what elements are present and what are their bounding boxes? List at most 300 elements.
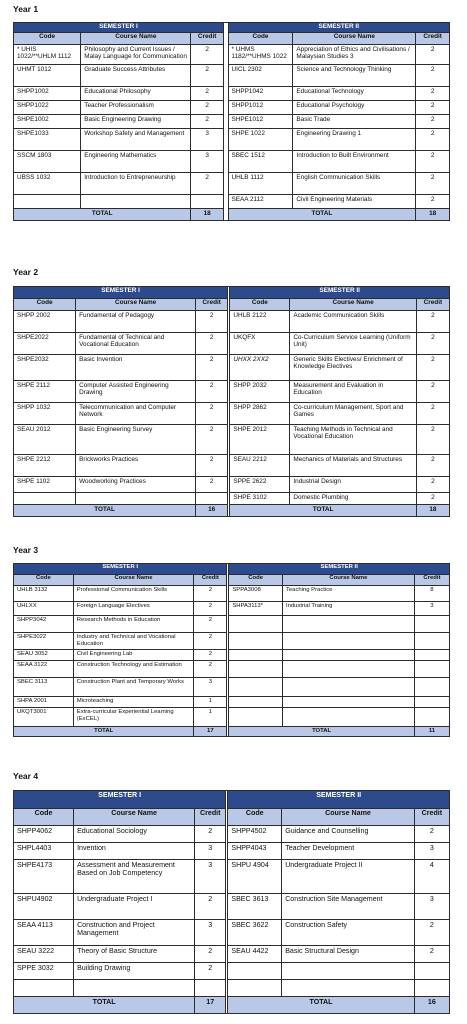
course-credit: 3 — [195, 920, 226, 946]
total-label: TOTAL — [14, 997, 195, 1014]
total-row — [14, 505, 450, 517]
code-header: Code — [14, 299, 76, 311]
course-credit: 2 — [416, 151, 450, 173]
semester-1-title: SEMESTER I — [14, 23, 224, 33]
course-name: Undergraduate Project II — [282, 860, 415, 894]
total-credits: 16 — [196, 505, 228, 517]
course-code: UHMT 1012 — [14, 65, 81, 87]
course-credit: 2 — [416, 455, 449, 477]
total-label: TOTAL — [228, 997, 414, 1014]
course-name: Basic Invention — [76, 355, 196, 381]
table-row — [14, 333, 450, 355]
table-row — [14, 963, 450, 980]
course-name: Basic Engineering Survey — [76, 425, 196, 455]
credit-header: Credit — [196, 299, 228, 311]
course-code — [229, 678, 283, 697]
course-credit: 2 — [191, 173, 223, 195]
course-name: Educational Technology — [293, 87, 416, 101]
course-credit: 2 — [414, 946, 449, 963]
course-credit: 2 — [416, 493, 449, 505]
course-name-header: Course Name — [81, 33, 191, 45]
course-name: Assessment and Measurement Based on Job Competency — [74, 860, 195, 894]
course-code: SEAU 4422 — [228, 946, 282, 963]
course-code: SHPU 4904 — [228, 860, 282, 894]
course-credit: 2 — [196, 455, 228, 477]
course-credit — [414, 633, 449, 650]
course-credit — [196, 493, 228, 505]
course-code: SHPP 1032 — [14, 403, 76, 425]
course-name — [282, 697, 414, 708]
course-name: Construction Safety — [282, 920, 415, 946]
table-row — [14, 129, 450, 151]
course-name: Teaching Practice — [282, 586, 414, 602]
year-1-table — [13, 22, 450, 221]
total-credits: 18 — [191, 209, 223, 221]
year-1-label: Year 1 — [13, 4, 39, 14]
year-4-label: Year 4 — [13, 771, 39, 781]
course-code: SHPE 2212 — [14, 455, 76, 477]
code-header: Code — [228, 809, 282, 826]
course-name: Civil Engineering Lab — [73, 650, 194, 661]
course-code: SHPU4902 — [14, 894, 74, 920]
course-code: SEAU 2012 — [14, 425, 76, 455]
total-row — [14, 209, 450, 221]
course-name-header: Course Name — [76, 299, 196, 311]
total-row — [14, 997, 450, 1014]
table-row — [14, 860, 450, 894]
course-credit: 2 — [191, 115, 223, 129]
course-credit: 2 — [416, 355, 449, 381]
table-row — [14, 173, 450, 195]
course-name — [282, 963, 415, 980]
course-name: Basic Trade — [293, 115, 416, 129]
course-code: SHPE1012 — [228, 115, 293, 129]
course-name: Industry and Technical and Vocational Education — [73, 633, 194, 650]
course-credit: 3 — [191, 129, 223, 151]
table-row — [14, 151, 450, 173]
course-code: UKQFX — [230, 333, 290, 355]
course-code: SHPE 2012 — [230, 425, 290, 455]
table-row — [14, 403, 450, 425]
table-row — [14, 894, 450, 920]
course-code: SHPP3042 — [14, 616, 74, 633]
course-credit: 2 — [416, 115, 450, 129]
table-row — [14, 381, 450, 403]
course-credit: 2 — [416, 101, 450, 115]
table-row — [14, 455, 450, 477]
course-credit: 2 — [196, 311, 228, 333]
course-name — [76, 493, 196, 505]
course-code: SHPP1012 — [228, 101, 293, 115]
course-name: Construction Site Management — [282, 894, 415, 920]
course-credit: 2 — [195, 946, 226, 963]
course-code: * UHMS 1182/**UHMS 1022 — [228, 45, 293, 65]
course-credit: 2 — [195, 826, 226, 843]
course-name: Undergraduate Project I — [74, 894, 195, 920]
table-row — [14, 65, 450, 87]
credit-header: Credit — [416, 33, 450, 45]
course-code: SHPE 2112 — [14, 381, 76, 403]
table-row — [14, 946, 450, 963]
course-code: UHLB 3132 — [14, 586, 74, 602]
course-credit — [414, 650, 449, 661]
course-name: Academic Communication Skills — [290, 311, 416, 333]
course-credit: 2 — [416, 173, 450, 195]
course-credit: 2 — [194, 602, 227, 616]
course-name: Basic Structural Design — [282, 946, 415, 963]
course-name: Woodworking Practices — [76, 477, 196, 493]
course-name — [282, 633, 414, 650]
course-code: * UHIS 1022/**UHLM 1112 — [14, 45, 81, 65]
total-label: TOTAL — [14, 727, 194, 737]
course-credit: 1 — [194, 708, 227, 727]
course-credit: 2 — [194, 633, 227, 650]
course-name-header: Course Name — [74, 809, 195, 826]
course-credit: 2 — [416, 195, 450, 209]
course-code: SEAA 4113 — [14, 920, 74, 946]
course-credit: 2 — [194, 650, 227, 661]
total-credits: 17 — [194, 727, 227, 737]
year-3-table — [13, 563, 450, 737]
credit-header: Credit — [414, 809, 449, 826]
course-name: Theory of Basic Structure — [74, 946, 195, 963]
course-name: Construction and Project Management — [74, 920, 195, 946]
table-row — [14, 616, 450, 633]
course-credit: 2 — [416, 45, 450, 65]
course-credit: 2 — [196, 403, 228, 425]
course-credit: 4 — [414, 860, 449, 894]
course-name-header: Course Name — [73, 575, 194, 586]
course-code — [229, 697, 283, 708]
course-name: Telecommunication and Computer Network — [76, 403, 196, 425]
course-credit: 2 — [196, 425, 228, 455]
course-credit: 2 — [196, 477, 228, 493]
course-name: Workshop Safety and Management — [81, 129, 191, 151]
year-2-table — [13, 286, 450, 517]
course-code: UBSS 1032 — [14, 173, 81, 195]
code-header: Code — [14, 809, 74, 826]
table-row — [14, 87, 450, 101]
course-code: SEAU 2212 — [230, 455, 290, 477]
course-code — [229, 616, 283, 633]
course-credit: 3 — [195, 860, 226, 894]
course-name-header: Course Name — [282, 809, 415, 826]
course-code: SEAU 3222 — [14, 946, 74, 963]
course-code — [229, 650, 283, 661]
course-credit: 2 — [194, 661, 227, 678]
course-code: UHLXX — [14, 602, 74, 616]
course-credit — [414, 616, 449, 633]
course-code: SEAU 3052 — [14, 650, 74, 661]
course-credit: 8 — [414, 586, 449, 602]
course-name: Fundamental of Pedagogy — [76, 311, 196, 333]
course-name: Building Drawing — [74, 963, 195, 980]
course-credit — [414, 661, 449, 678]
course-code: SHPP 2002 — [14, 311, 76, 333]
table-row — [14, 115, 450, 129]
course-name: Introduction to Built Environment — [293, 151, 416, 173]
course-name: Guidance and Counselling — [282, 826, 415, 843]
table-row — [14, 425, 450, 455]
course-code — [14, 195, 81, 209]
course-name — [74, 980, 195, 997]
course-name: Educational Psychology — [293, 101, 416, 115]
course-name: Industrial Training — [282, 602, 414, 616]
code-header: Code — [14, 33, 81, 45]
course-credit: 3 — [414, 602, 449, 616]
table-row — [14, 45, 450, 65]
course-name: Invention — [74, 843, 195, 860]
course-code: SHPE3022 — [14, 633, 74, 650]
table-row — [14, 708, 450, 727]
course-name — [81, 195, 191, 209]
course-code: SHPP 2862 — [230, 403, 290, 425]
course-name-header: Course Name — [282, 575, 414, 586]
course-name: Engineering Drawing 1 — [293, 129, 416, 151]
course-credit: 2 — [414, 920, 449, 946]
course-code: UHLB 2122 — [230, 311, 290, 333]
credit-header: Credit — [414, 575, 449, 586]
course-code — [228, 963, 282, 980]
course-name: Engineering Mathematics — [81, 151, 191, 173]
course-name: Civil Engineering Materials — [293, 195, 416, 209]
course-name: Philosophy and Current Issues / Malay Language for Communication — [81, 45, 191, 65]
course-name: Educational Sociology — [74, 826, 195, 843]
course-name: Domestic Plumbing — [290, 493, 416, 505]
total-label: TOTAL — [14, 505, 196, 517]
table-row — [14, 826, 450, 843]
course-code: SHPP1022 — [14, 101, 81, 115]
course-code: SHPP1002 — [14, 87, 81, 101]
course-credit: 3 — [195, 843, 226, 860]
course-code: SBEC 3613 — [228, 894, 282, 920]
course-credit: 2 — [191, 87, 223, 101]
table-row — [14, 920, 450, 946]
course-code: SHPA3113* — [229, 602, 283, 616]
course-name: Extra-curricular Experiential Learning (ExCEL) — [73, 708, 194, 727]
table-row — [14, 661, 450, 678]
course-credit — [414, 708, 449, 727]
course-credit: 2 — [416, 65, 450, 87]
course-code: SPPA3008 — [229, 586, 283, 602]
course-code: UKQT3001 — [14, 708, 74, 727]
total-label: TOTAL — [229, 727, 414, 737]
course-code — [229, 661, 283, 678]
course-name: Research Methods in Education — [73, 616, 194, 633]
course-code — [229, 633, 283, 650]
course-credit: 2 — [414, 826, 449, 843]
course-name: Foreign Language Electives — [73, 602, 194, 616]
course-name — [282, 650, 414, 661]
total-credits: 17 — [195, 997, 226, 1014]
credit-header: Credit — [194, 575, 227, 586]
total-label: TOTAL — [230, 505, 416, 517]
course-code: SHPE 3102 — [230, 493, 290, 505]
course-credit: 2 — [196, 355, 228, 381]
course-code: SHPA 2001 — [14, 697, 74, 708]
course-name: Mechanics of Materials and Structures — [290, 455, 416, 477]
course-credit — [414, 697, 449, 708]
semester-2-title: SEMESTER II — [230, 287, 450, 299]
course-name: Construction Plant and Temporary Works — [73, 678, 194, 697]
course-name — [282, 678, 414, 697]
course-credit: 2 — [416, 311, 449, 333]
course-credit — [414, 963, 449, 980]
course-credit: 2 — [194, 586, 227, 602]
course-credit — [414, 980, 449, 997]
course-name: Teaching Methods in Technical and Vocational Education — [290, 425, 416, 455]
course-credit: 2 — [416, 477, 449, 493]
credit-header: Credit — [195, 809, 226, 826]
course-code: SEAA 2112 — [228, 195, 293, 209]
course-credit: 3 — [194, 678, 227, 697]
course-name — [282, 616, 414, 633]
year-4-table — [13, 790, 450, 1014]
course-credit — [191, 195, 223, 209]
table-row — [14, 843, 450, 860]
course-code: SHPE 1022 — [228, 129, 293, 151]
course-code: SHPE2032 — [14, 355, 76, 381]
course-name: Co-curriculum Management, Sport and Games — [290, 403, 416, 425]
course-name: Professional Communication Skills — [73, 586, 194, 602]
course-credit: 2 — [416, 403, 449, 425]
course-name: Educational Philosophy — [81, 87, 191, 101]
course-credit: 2 — [194, 616, 227, 633]
course-credit: 3 — [414, 894, 449, 920]
table-row — [14, 195, 450, 209]
code-header: Code — [14, 575, 74, 586]
code-header: Code — [229, 575, 283, 586]
course-name: Brickworks Practices — [76, 455, 196, 477]
course-code: SHPP4502 — [228, 826, 282, 843]
course-credit: 1 — [194, 697, 227, 708]
table-row — [14, 602, 450, 616]
course-code: SSCM 1803 — [14, 151, 81, 173]
course-code: SBEC 1512 — [228, 151, 293, 173]
table-row — [14, 355, 450, 381]
semester-2-title: SEMESTER II — [228, 23, 450, 33]
course-code: SPPE 3032 — [14, 963, 74, 980]
table-row — [14, 650, 450, 661]
table-row — [14, 101, 450, 115]
course-name: Microteaching — [73, 697, 194, 708]
course-name: Generic Skills Electives/ Enrichment of Knowledge Electives — [290, 355, 416, 381]
course-code — [14, 493, 76, 505]
course-credit: 2 — [195, 894, 226, 920]
course-name: Construction Technology and Estimation — [73, 661, 194, 678]
course-credit — [414, 678, 449, 697]
course-credit: 3 — [414, 843, 449, 860]
table-row — [14, 477, 450, 493]
course-code: SHPE1033 — [14, 129, 81, 151]
course-name: Science and Technology Thinking — [293, 65, 416, 87]
course-code: SPPE 2622 — [230, 477, 290, 493]
course-code: SHPP1042 — [228, 87, 293, 101]
semester-1-title: SEMESTER I — [14, 791, 226, 809]
course-code: SHPP 2032 — [230, 381, 290, 403]
table-row — [14, 633, 450, 650]
course-name: English Communication Skills — [293, 173, 416, 195]
course-name — [282, 708, 414, 727]
course-name: Fundamental of Technical and Vocational Education — [76, 333, 196, 355]
semester-1-title: SEMESTER I — [14, 564, 227, 575]
course-name: Graduate Success Attributes — [81, 65, 191, 87]
table-row — [14, 980, 450, 997]
table-row — [14, 586, 450, 602]
total-row — [14, 727, 450, 737]
table-row — [14, 697, 450, 708]
total-credits: 11 — [414, 727, 449, 737]
course-name-header: Course Name — [290, 299, 416, 311]
course-name: Teacher Professionalism — [81, 101, 191, 115]
semester-2-title: SEMESTER II — [228, 791, 450, 809]
course-credit: 2 — [196, 381, 228, 403]
course-credit: 2 — [416, 425, 449, 455]
course-code: SHPE 1102 — [14, 477, 76, 493]
course-name: Co-Curriculum Service Learning (Uniform Unit) — [290, 333, 416, 355]
course-code — [228, 980, 282, 997]
course-name: Basic Engineering Drawing — [81, 115, 191, 129]
total-credits: 18 — [416, 209, 450, 221]
total-credits: 18 — [416, 505, 449, 517]
course-code: SHPE4173 — [14, 860, 74, 894]
course-credit: 2 — [195, 963, 226, 980]
course-name: Introduction to Entrepreneurship — [81, 173, 191, 195]
table-row — [14, 493, 450, 505]
course-code: SHPE2022 — [14, 333, 76, 355]
course-name: Computer Assisted Engineering Drawing — [76, 381, 196, 403]
course-code: UHLB 1112 — [228, 173, 293, 195]
course-name: Teacher Development — [282, 843, 415, 860]
course-name: Industrial Design — [290, 477, 416, 493]
course-name-header: Course Name — [293, 33, 416, 45]
table-row — [14, 311, 450, 333]
course-name — [282, 980, 415, 997]
total-label: TOTAL — [228, 209, 416, 221]
course-code: SHPP4062 — [14, 826, 74, 843]
semester-2-title: SEMESTER II — [229, 564, 450, 575]
total-label: TOTAL — [14, 209, 191, 221]
course-code: SEAA 3122 — [14, 661, 74, 678]
total-credits: 16 — [414, 997, 449, 1014]
course-credit: 2 — [416, 129, 450, 151]
course-code: UHXX 2XX2 — [230, 355, 290, 381]
course-code: UICL 2302 — [228, 65, 293, 87]
course-name — [282, 661, 414, 678]
course-credit: 2 — [191, 65, 223, 87]
course-credit: 2 — [196, 333, 228, 355]
course-credit: 2 — [416, 381, 449, 403]
code-header: Code — [228, 33, 293, 45]
course-credit — [195, 980, 226, 997]
course-code: SBEC 3113 — [14, 678, 74, 697]
course-code — [14, 980, 74, 997]
course-credit: 2 — [416, 333, 449, 355]
course-code — [229, 708, 283, 727]
credit-header: Credit — [416, 299, 449, 311]
course-credit: 2 — [191, 45, 223, 65]
course-name: Appreciation of Ethics and Civilisations / Malaysian Studies 3 — [293, 45, 416, 65]
table-row — [14, 678, 450, 697]
course-credit: 2 — [416, 87, 450, 101]
semester-1-title: SEMESTER I — [14, 287, 228, 299]
code-header: Code — [230, 299, 290, 311]
year-3-label: Year 3 — [13, 545, 39, 555]
credit-header: Credit — [191, 33, 223, 45]
course-code: SBEC 3622 — [228, 920, 282, 946]
course-code: SHPL4403 — [14, 843, 74, 860]
course-code: SHPE1002 — [14, 115, 81, 129]
